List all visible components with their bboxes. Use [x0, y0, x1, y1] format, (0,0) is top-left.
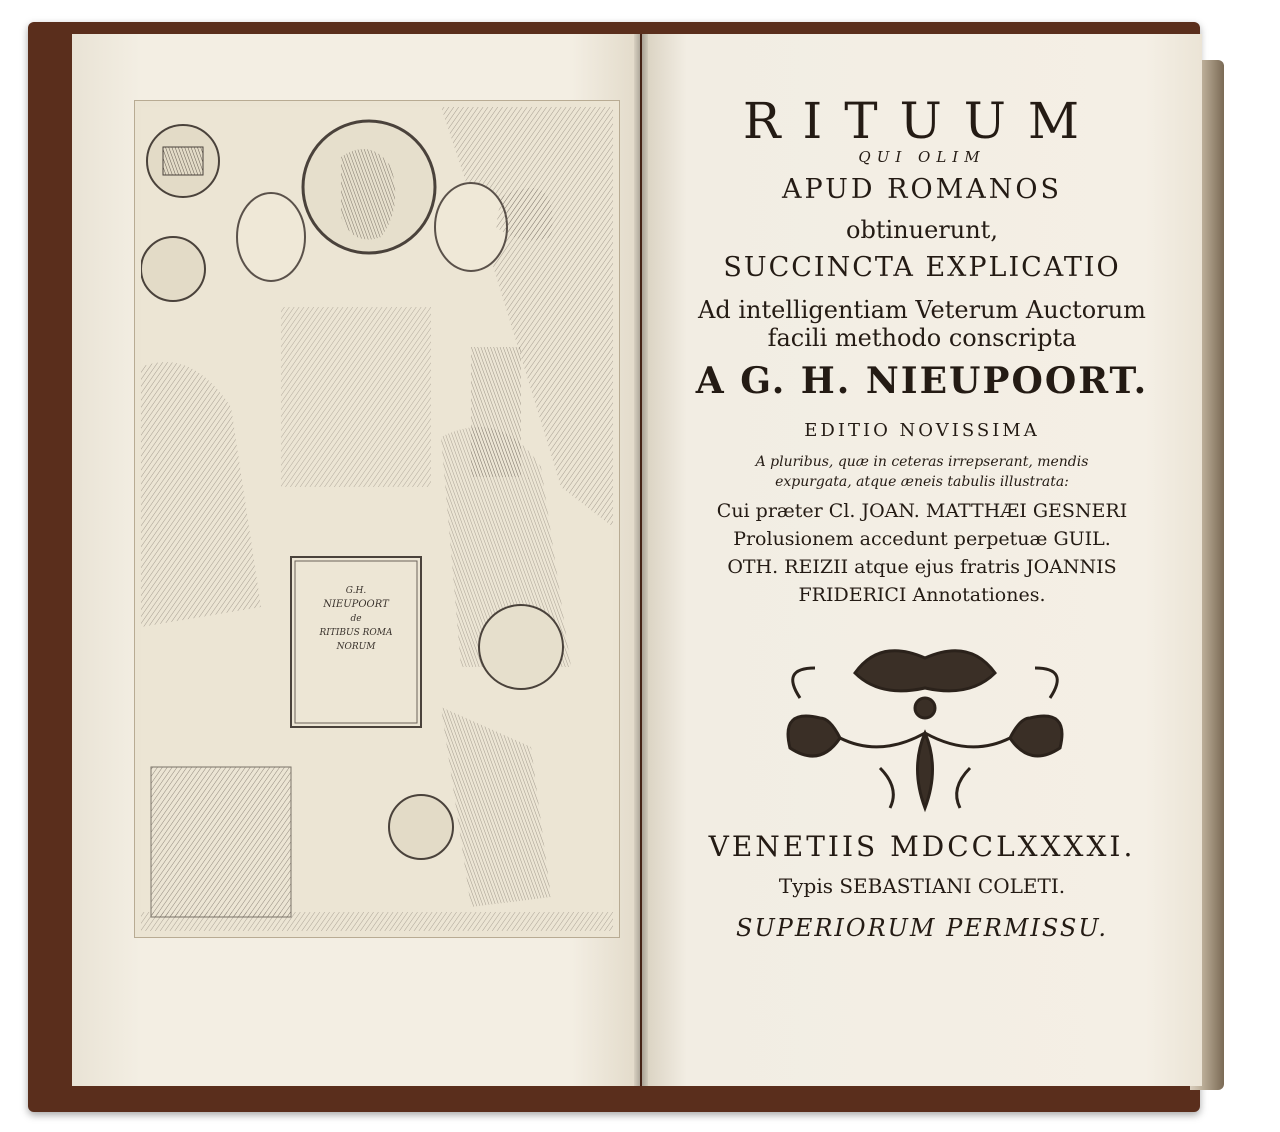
title-qui-olim: QUI OLIM	[858, 148, 986, 166]
tablet-text-5: NORUM	[336, 642, 376, 652]
tablet-text-1: G.H.	[345, 586, 367, 596]
contents-line-3: OTH. REIZII atque ejus fratris JOANNIS	[727, 556, 1117, 578]
imprint-place-year: VENETIIS MDCCLXXXXI.	[708, 830, 1136, 863]
frontispiece-plate	[134, 100, 620, 938]
title-obtinuerunt: obtinuerunt,	[846, 216, 998, 244]
edition-label: EDITIO NOVISSIMA	[804, 420, 1040, 441]
title-facili: facili methodo conscripta	[767, 324, 1077, 352]
title-succincta: SUCCINCTA EXPLICATIO	[723, 252, 1121, 283]
edition-note-1: A pluribus, quæ in ceteras irrepserant, mendis	[755, 454, 1089, 470]
contents-line-2: Prolusionem accedunt perpetuæ GUIL.	[733, 528, 1111, 550]
tablet-text-4: RITIBUS ROMA	[319, 628, 393, 638]
contents-line-4: FRIDERICI Annotationes.	[798, 584, 1046, 606]
frontispiece-engraving	[141, 107, 613, 931]
title-page	[642, 34, 1202, 1086]
author-name: A G. H. NIEUPOORT.	[695, 360, 1149, 402]
tablet-text-3: de	[350, 614, 362, 624]
edition-note-2: expurgata, atque æneis tabulis illustrata:	[775, 474, 1069, 490]
title-apud-romanos: APUD ROMANOS	[781, 174, 1063, 205]
tablet-text-2: NIEUPOORT	[323, 599, 389, 610]
imprint-printer: Typis SEBASTIANI COLETI.	[778, 874, 1066, 898]
title-ad-intelligentiam: Ad intelligentiam Veterum Auctorum	[698, 296, 1146, 324]
printer-ornament	[760, 638, 1090, 818]
imprint-permission: SUPERIORUM PERMISSU.	[736, 914, 1108, 942]
book-title: RITUUM	[742, 92, 1102, 150]
contents-line-1: Cui præter Cl. JOAN. MATTHÆI GESNERI	[716, 500, 1128, 522]
